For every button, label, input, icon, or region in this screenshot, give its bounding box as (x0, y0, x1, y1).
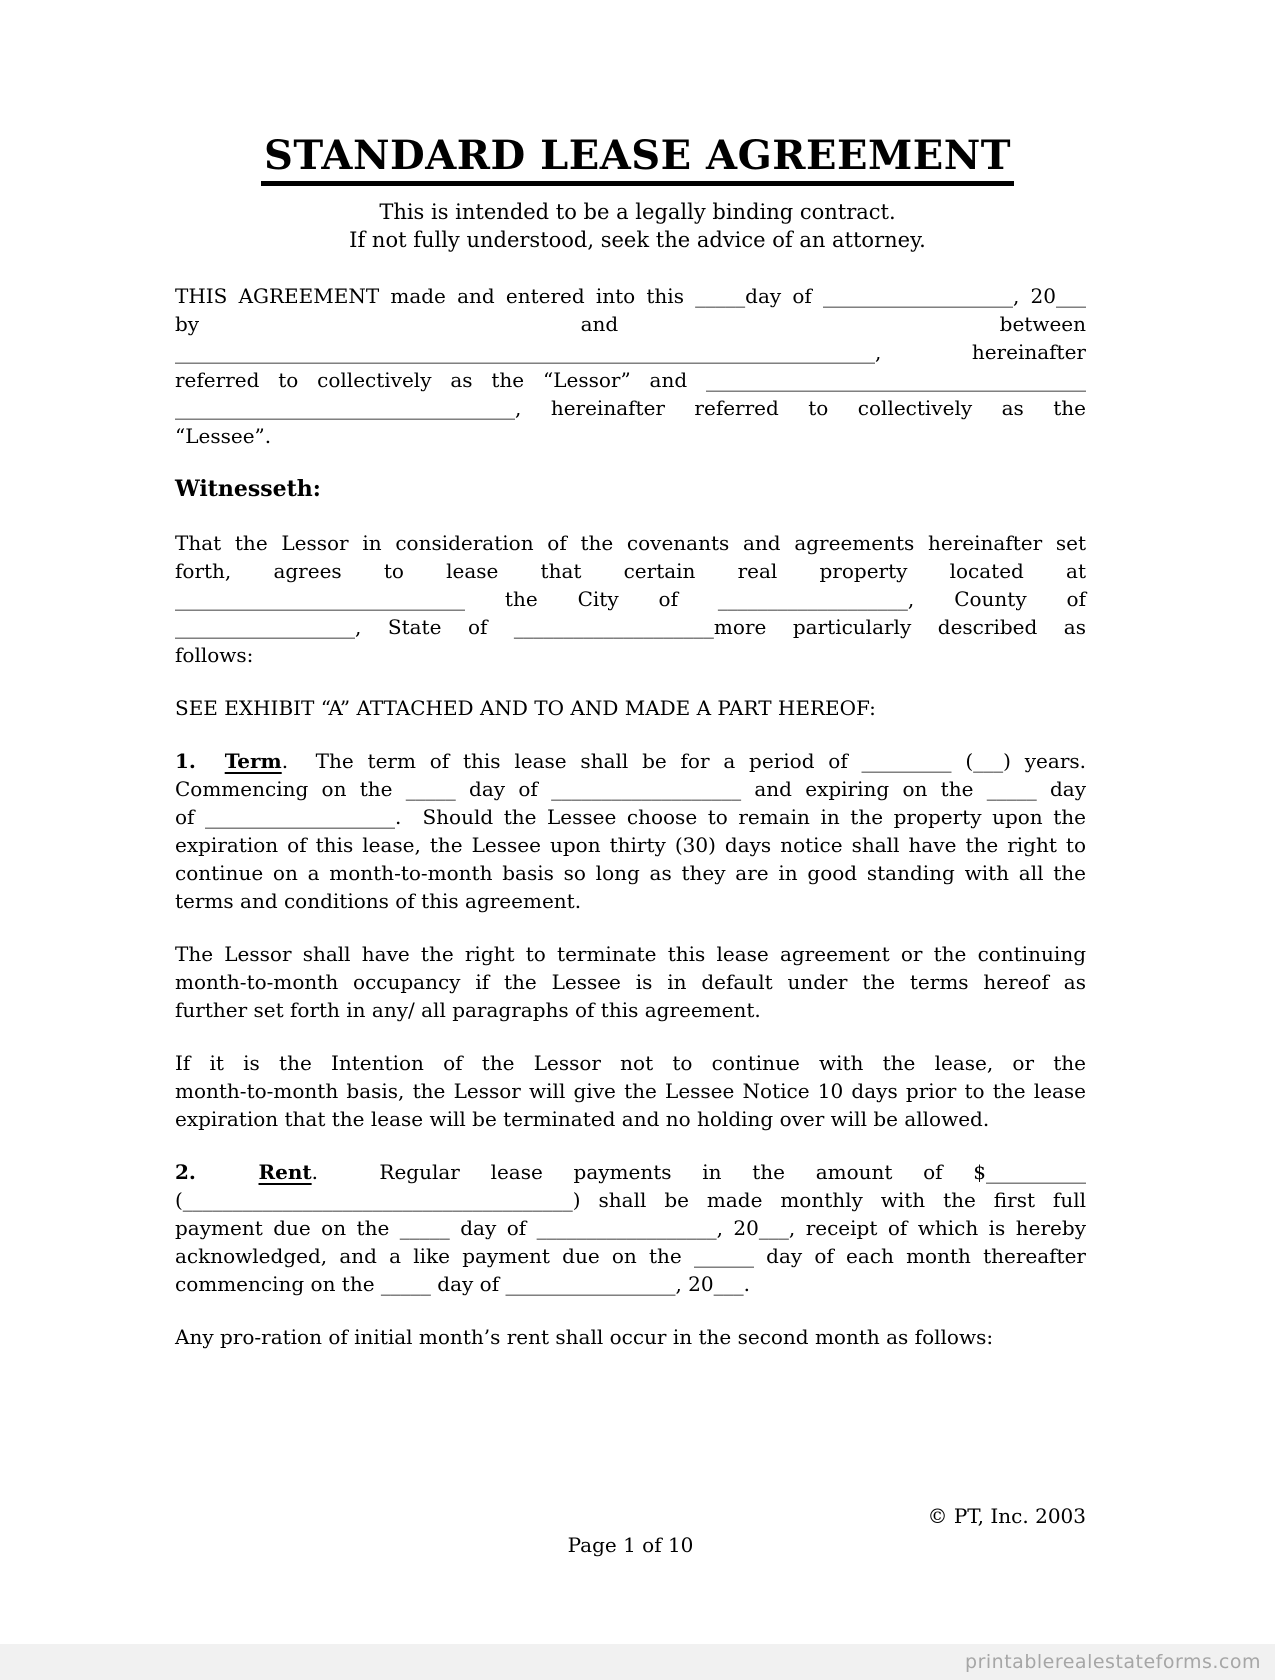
text-line (175, 747, 1086, 775)
text-line (175, 859, 1086, 887)
subtitle-line-2: If not fully understood, seek the advice of an attorney. (349, 228, 926, 252)
text-segment: expiration that the lease will be terminated and no holding over will be allowed. (175, 1107, 990, 1131)
copyright-notice: © PT, Inc. 2003 (927, 1504, 1086, 1528)
text-segment: commencing on the _____ day of _________________, 20___. (175, 1272, 750, 1296)
text-segment: . The term of this lease shall be for a period of _________ (___) years. (281, 749, 1086, 773)
text-line (175, 1214, 1086, 1242)
watermark-bar (0, 1644, 1275, 1680)
text-segment: 1. (175, 749, 225, 773)
text-segment: SEE EXHIBIT “A” ATTACHED AND TO AND MADE A PART HEREOF: (175, 696, 876, 720)
text-segment: month-to-month basis, the Lessor will give the Lessee Notice 10 days prior to the lease (175, 1079, 1086, 1103)
text-segment: Rent (258, 1160, 312, 1184)
text-segment: If it is the Intention of the Lessor not to continue with the lease, or the (175, 1051, 1086, 1075)
text-line (175, 394, 1086, 422)
text-line (175, 422, 1086, 450)
text-segment: payment due on the _____ day of __________________, 20___, receipt of which is hereby (175, 1216, 1086, 1240)
text-segment: further set forth in any/ all paragraphs of this agreement. (175, 998, 761, 1022)
text-line (175, 1323, 1086, 1351)
subtitle-line-1: This is intended to be a legally binding contract. (379, 200, 896, 224)
document-title (0, 134, 1275, 186)
text-segment: forth, agrees to lease that certain real property located at (175, 559, 1086, 583)
text-segment: Witnesseth: (175, 476, 321, 502)
text-segment: (_______________________________________) shall be made monthly with the first full (175, 1188, 1086, 1212)
text-segment: of ___________________. Should the Lessee choose to remain in the property upon the (175, 805, 1086, 829)
property-description (175, 529, 1086, 669)
text-line (175, 366, 1086, 394)
proration-note (175, 1323, 1086, 1351)
text-line (175, 694, 1086, 722)
text-line (175, 338, 1086, 366)
text-segment: The Lessor shall have the right to terminate this lease agreement or the continuing (175, 942, 1086, 966)
text-line (175, 585, 1086, 613)
text-segment: month-to-month occupancy if the Lessee is in default under the terms hereof as (175, 970, 1086, 994)
text-line (175, 968, 1086, 996)
exhibit-notice (175, 694, 1086, 722)
watermark-text: printablerealestateforms.com (965, 1651, 1261, 1673)
section-2-rent (175, 1158, 1086, 1298)
text-segment: “Lessee”. (175, 424, 272, 448)
text-line (175, 1242, 1086, 1270)
text-line (175, 1270, 1086, 1298)
text-line (175, 310, 1086, 338)
text-line (175, 557, 1086, 585)
text-line (175, 1158, 1086, 1186)
section-1-term (175, 747, 1086, 915)
text-segment: _____________________________ the City of ___________________, County of (175, 587, 1086, 611)
text-segment: expiration of this lease, the Lessee upon thirty (30) days notice shall have the right to (175, 833, 1086, 857)
text-segment: __________________________________, hereinafter referred to collectively as the (175, 396, 1086, 420)
witnesseth-heading (175, 475, 1086, 504)
text-segment: acknowledged, and a like payment due on the ______ day of each month thereafter (175, 1244, 1086, 1268)
text-line (175, 282, 1086, 310)
document-subtitle (0, 198, 1275, 254)
text-segment: 2. (175, 1160, 259, 1184)
text-segment: referred to collectively as the “Lessor” and ______________________________________ (175, 368, 1086, 392)
text-line (175, 1049, 1086, 1077)
text-line (175, 641, 1086, 669)
text-segment: terms and conditions of this agreement. (175, 889, 582, 913)
page-indicator: Page 1 of 10 (567, 1533, 694, 1557)
document-body (175, 282, 1086, 1351)
text-segment: THIS AGREEMENT made and entered into this _____day of ___________________, 20___ (175, 284, 1086, 308)
agreement-intro (175, 282, 1086, 450)
text-line (175, 940, 1086, 968)
termination-right (175, 940, 1086, 1024)
text-segment: __________________, State of ____________________more particularly described as (175, 615, 1086, 639)
text-line (175, 1077, 1086, 1105)
text-line (175, 1105, 1086, 1133)
text-segment: ______________________________________________________________________, hereinafter (175, 340, 1086, 364)
text-segment: That the Lessor in consideration of the covenants and agreements hereinafter set (175, 531, 1086, 555)
text-line (175, 613, 1086, 641)
text-line (175, 887, 1086, 915)
document-title-text: STANDARD LEASE AGREEMENT (261, 134, 1014, 186)
text-line (175, 775, 1086, 803)
text-segment: Term (224, 749, 282, 773)
text-segment: by and between (175, 312, 1086, 336)
text-segment: Any pro-ration of initial month’s rent shall occur in the second month as follows: (175, 1325, 994, 1349)
text-segment: follows: (175, 643, 254, 667)
text-line (175, 803, 1086, 831)
text-segment: continue on a month-to-month basis so long as they are in good standing with all the (175, 861, 1086, 885)
text-line (175, 996, 1086, 1024)
text-segment: . Regular lease payments in the amount of $__________ (311, 1160, 1086, 1184)
text-line (175, 1186, 1086, 1214)
text-line (175, 529, 1086, 557)
non-continuation-notice (175, 1049, 1086, 1133)
text-line (175, 475, 1086, 504)
text-line (175, 831, 1086, 859)
text-segment: Commencing on the _____ day of ___________________ and expiring on the _____ day (175, 777, 1086, 801)
